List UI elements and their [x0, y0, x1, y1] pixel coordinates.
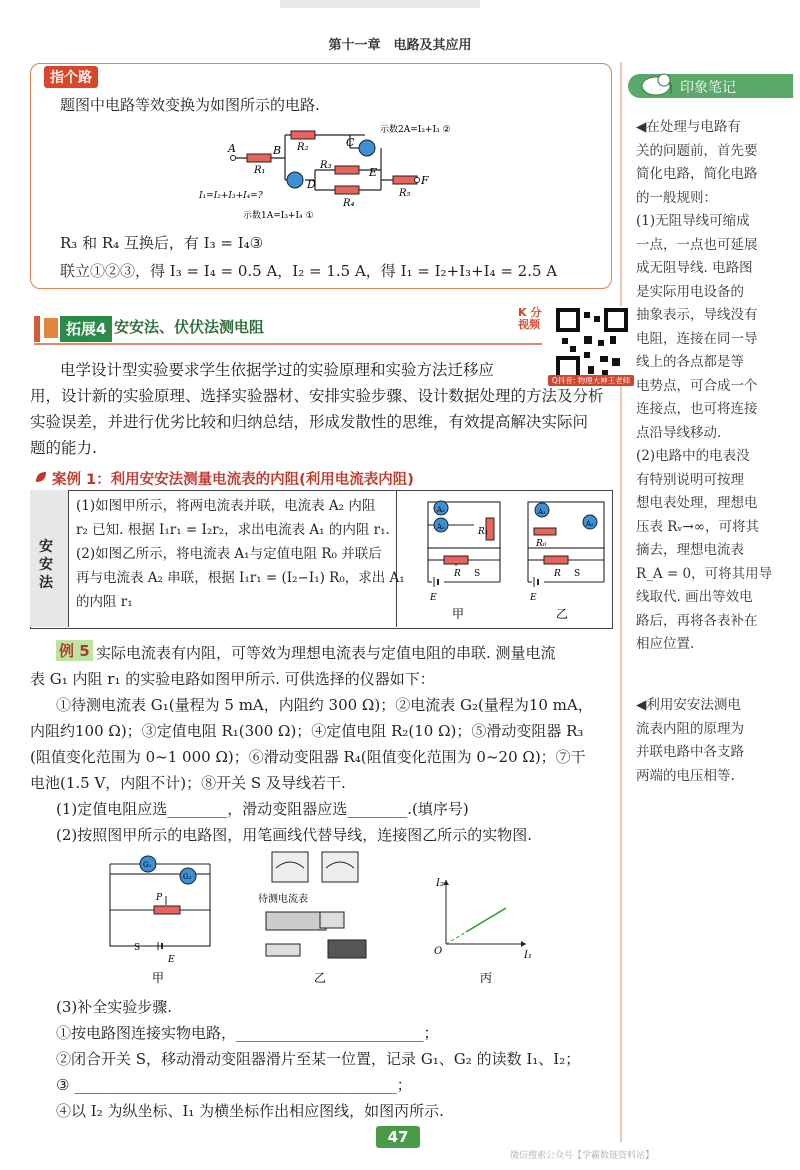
rheostat-yi: [544, 556, 568, 564]
step-3: ③ ___________________________________________；: [56, 1076, 412, 1094]
svg-text:A: A: [228, 142, 236, 155]
svg-text:R₁: R₁: [478, 527, 489, 537]
section-tag: 拓展4: [60, 316, 112, 342]
resistor-R4: [335, 186, 359, 194]
meter-label: 待测电流表: [258, 894, 308, 905]
sidebar-divider: [620, 62, 622, 1142]
svg-text:A₁: A₁: [538, 508, 546, 516]
note-line: 电势点，可合成一个: [636, 377, 758, 394]
example-line-3: ①待测电流表 G₁(量程为 5 mA，内阻约 300 Ω)；②电流表 G₂(量程为10 mA，: [56, 696, 593, 714]
battery-icon: [328, 940, 366, 958]
intro-line-1: 电学设计型实验要求学生依据学过的实验原理和实验方法迁移应: [60, 361, 495, 379]
elephant-icon: [636, 68, 676, 98]
note-line: 流表内阻的原理为: [636, 720, 744, 737]
fig-yi-label: 乙: [556, 607, 569, 621]
sidebar-header: [628, 74, 793, 98]
svg-text:R₁: R₁: [254, 165, 266, 176]
case-circuits-figure: [404, 494, 608, 624]
note-line: 线取代. 画出等效电: [636, 589, 753, 605]
step-heading: (3)补全实验步骤.: [56, 998, 173, 1016]
example-line-5: (阻值变化范围为 0~1 000 Ω)；⑥滑动变阻器 R₄(阻值变化范围为 0~20 Ω)；⑦干: [30, 748, 586, 766]
example-line-1: 实际电流表有内阻，可等效为理想电流表与定值电阻的串联. 测量电流: [96, 644, 556, 662]
svg-text:A₂: A₂: [437, 523, 445, 531]
note-line: R_A = 0，可将其用导: [636, 565, 773, 582]
example-line-2: 表 G₁ 内阻 r₁ 的实验电路如图甲所示. 可供选择的仪器如下：: [30, 670, 435, 688]
intro-line-3: 实验误差，并进行优劣比较和归纳总结，形成发散性的思维，有效提高解决实际问: [30, 413, 589, 431]
book-icon: [44, 318, 58, 338]
svg-text:D: D: [307, 178, 316, 191]
hint-line-3: 联立①②③，得 I₃ = I₄ = 0.5 A，I₂ = 1.5 A，得 I₁ = I₂+I₃+I₄ = 2.5 A: [60, 262, 558, 280]
svg-text:S: S: [134, 943, 141, 953]
svg-text:R: R: [454, 569, 461, 579]
axis-x-label: I₁: [524, 950, 532, 961]
fig-yi: 乙: [314, 971, 327, 985]
svg-text:R₅: R₅: [399, 188, 411, 199]
svg-text:S: S: [574, 569, 581, 579]
svg-text:S: S: [474, 569, 481, 579]
intro-line-2: 用，设计新的实验原理、选择实验器材、安排实验步骤、设计数据处理的方法及分析: [30, 387, 604, 405]
note-line: 抽象表示，导线没有: [636, 307, 758, 323]
section-title: 安安法、伏伏法测电阻: [114, 318, 265, 336]
svg-text:R₀: R₀: [536, 539, 547, 549]
ammeter-A2: [359, 140, 375, 156]
question-1: (1)定值电阻应选________，滑动变阻器应选________.(填序号): [56, 800, 469, 818]
svg-text:C: C: [346, 136, 355, 149]
note-line: (1)无阻导线可缩成: [636, 213, 750, 229]
switch-icon: [266, 944, 300, 956]
svg-text:A₂: A₂: [586, 520, 594, 528]
reading-2: 示数2A=I₂+I₃ ②: [380, 125, 451, 135]
method-line: (2)如图乙所示，将电流表 A₁与定值电阻 R₀ 并联后: [76, 546, 382, 562]
sidebar-note-1: [636, 116, 792, 657]
hint-tag: 指个路: [44, 66, 98, 88]
svg-text:A₁: A₁: [437, 506, 445, 514]
fig-jia-label: 甲: [452, 607, 465, 621]
note-line: 两端的电压相等.: [636, 767, 735, 784]
note-line: 一点，一点也可延展: [636, 236, 758, 253]
svg-text:E: E: [430, 593, 437, 603]
origin-label: O: [434, 946, 443, 957]
svg-text:R₂: R₂: [297, 142, 309, 153]
note-line: 简化电路，简化电路: [636, 166, 758, 182]
svg-text:R: R: [554, 569, 561, 579]
svg-text:R₄: R₄: [343, 198, 355, 209]
equivalent-circuit-diagram: [195, 118, 515, 230]
note-line: 连接点，也可将连接: [636, 401, 758, 417]
step-2: ②闭合开关 S，移动滑动变阻器滑片至某一位置，记录 G₁、G₂ 的读数 I₁、I₂；: [56, 1050, 581, 1068]
example-tag: 例 5: [56, 640, 93, 661]
step-4: ④以 I₂ 为纵坐标、I₁ 为横坐标作出相应图线，如图丙所示.: [56, 1102, 444, 1120]
footer-watermark: 微信搜索公众号【学霸数链资料站】: [510, 1151, 655, 1161]
svg-text:R₃: R₃: [320, 160, 332, 171]
note-line: 并联电路中各支路: [636, 744, 744, 760]
example-figures: [96, 850, 586, 990]
hint-line-1: 题图中电路等效变换为如图所示的电路.: [60, 96, 320, 114]
svg-text:E: E: [369, 166, 378, 179]
note-line: 摘去，理想电流表: [636, 542, 744, 558]
note-line: 点沿导线移动.: [636, 424, 722, 441]
method-line: r₂ 已知. 根据 I₁r₁ = I₂r₂，求出电流表 A₁ 的内阻 r₁.: [76, 522, 390, 538]
top-strip: [280, 0, 480, 8]
note-line: 的一般规则：: [636, 189, 717, 206]
note-line: 路后，再将各表补在: [636, 612, 758, 629]
leaf-icon: [34, 470, 48, 484]
fig-jia: 甲: [152, 971, 165, 985]
current-sum: I₁=I₂+I₃+I₄=?: [199, 191, 263, 201]
note-line: 想电表处理，理想电: [636, 495, 758, 511]
reading-1: 示数1A=I₃+I₄ ①: [243, 211, 314, 221]
note-line: 线上的各点都是等: [636, 354, 744, 370]
note-line: 成无阻导线. 电路图: [636, 260, 753, 276]
method-line: (1)如图甲所示，将两电流表并联，电流表 A₂ 内阻: [76, 498, 376, 514]
rheostat-P: [154, 906, 180, 914]
example-line-6: 电池(1.5 V，内阻不计)；⑧开关 S 及导线若干.: [30, 774, 346, 792]
method-label: 安安法: [39, 539, 53, 591]
rheostat-jia: [444, 556, 468, 564]
method-label-cell: [30, 490, 69, 627]
question-2: (2)按照图甲所示的电路图，用笔画线代替导线，连接图乙所示的实物图.: [56, 826, 533, 844]
method-line: 再与电流表 A₂ 串联，根据 I₁r₁ = (I₂−I₁) R₀，求出 A₁: [76, 570, 405, 586]
svg-text:G₁: G₁: [143, 861, 152, 869]
svg-text:E: E: [530, 593, 537, 603]
hint-line-2: R₃ 和 R₄ 互换后，有 I₃ = I₄③: [60, 234, 264, 252]
svg-text:P: P: [156, 893, 163, 903]
note-line: 是实际用电设备的: [636, 283, 744, 300]
example-line-4: 内阻约100 Ω)；③定值电阻 R₁(300 Ω)；④定值电阻 R₂(10 Ω)；⑤滑动变阻器 R₃: [30, 722, 584, 740]
case-title: 案例 1：利用安安法测量电流表的内阻(利用电流表内阻): [52, 472, 414, 488]
resistor-R1: [247, 154, 271, 162]
svg-text:B: B: [273, 144, 282, 157]
sidebar-note-2: [636, 694, 792, 788]
rheostat-icon: [266, 912, 326, 930]
section-bar: [34, 316, 40, 342]
resistor-R5: [393, 176, 417, 184]
svg-text:F: F: [421, 174, 429, 187]
note-line: (2)电路中的电表没: [636, 448, 750, 464]
ammeter-A1: [287, 172, 303, 188]
axis-y-label: I₂: [436, 878, 444, 889]
sidebar-title: 印象笔记: [680, 80, 736, 96]
video-label: K 分视频: [518, 306, 542, 331]
intro-line-4: 题的能力.: [30, 439, 97, 457]
method-text: [76, 494, 405, 614]
note-line: ◀利用安安法测电: [636, 697, 741, 713]
note-line: 压表 Rᵥ→∞，可将其: [636, 518, 760, 535]
chapter-header: 第十一章 电路及其应用: [328, 38, 472, 53]
resistor-R2: [291, 131, 315, 139]
resistor-icon: [320, 912, 344, 928]
note-line: 相应位置.: [636, 636, 695, 652]
svg-text:E: E: [168, 955, 175, 965]
resistor-R0-yi: [534, 528, 556, 535]
qr-caption: Q抖音: 物理大神王老师: [548, 375, 634, 386]
svg-text:G₂: G₂: [183, 873, 192, 881]
note-line: 有特别说明可按理: [636, 471, 744, 488]
method-line: 的内阻 r₁: [76, 594, 133, 610]
qr-code-icon[interactable]: [554, 306, 630, 382]
note-line: 关的问题前，首先要: [636, 142, 758, 159]
note-line: 电阻，连接在同一导: [636, 330, 758, 347]
resistor-R3: [335, 166, 359, 174]
graph-line: [466, 908, 506, 932]
section-underline: [34, 343, 542, 345]
step-1: ①按电路图连接实物电路，_________________________；: [56, 1024, 439, 1042]
note-line: ◀在处理与电路有: [636, 119, 741, 135]
fig-bing: 丙: [480, 971, 493, 985]
page-number: 47: [376, 1126, 420, 1148]
